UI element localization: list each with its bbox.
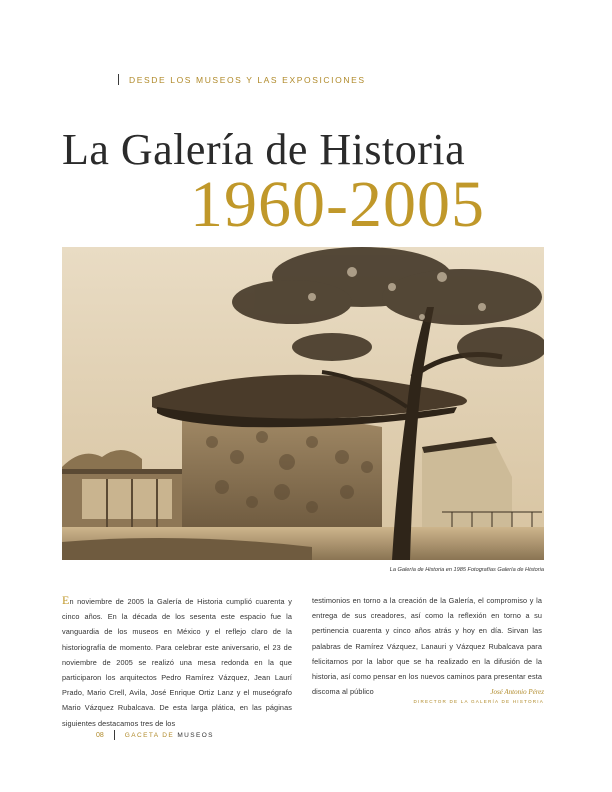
section-header [118,74,366,85]
gallery-building-image [62,247,544,560]
header-divider [118,74,119,85]
footer-brand-prefix: GACETA DE [124,731,175,739]
gallery-photo [62,247,544,560]
author-signature [414,688,545,704]
page-title: La Galería de Historia [62,125,466,174]
page-footer [96,730,214,740]
article-column-right [312,593,542,699]
footer-brand-name: MUSEOS [177,731,214,739]
title-years: 1960-2005 [190,168,485,241]
photo-caption: La Galería de Historia en 1985 Fotografías Galería de Historia [389,567,544,573]
author-name: José Antonio Pérez [490,688,544,696]
page-number: 08 [96,731,104,739]
section-label: DESDE LOS MUSEOS Y LAS EXPOSICIONES [129,74,366,85]
footer-brand [125,732,214,739]
drop-cap: E [62,593,70,607]
footer-divider [114,730,115,740]
article-text-right: testimonios en torno a la creación de la Galería, el compromiso y la entrega de sus creadores, así como la reflexión en torno a su pertinencia cuarenta y cinco años atrás y hoy en día. Sirvan las palabras de Ramírez Vázquez, Lanauri y Vázquez Rubalcava para felicitarnos por la labor que se ha realizado en la difusión de la historia, así como pensar en los nuevos caminos para presentar esta discoma al público [312,596,542,697]
article-column-left [62,593,292,731]
author-role: DIRECTOR DE LA GALERÍA DE HISTORIA [413,699,544,704]
article-text-left: n noviembre de 2005 la Galería de Historia cumplió cuarenta y cinco años. En la década de los sesenta este espacio fue la vanguardia de los museos en México y el reflejo claro de la historiografía de momento. Para celebrar este aniversario, el 23 de noviembre de 2005 se realizó una mesa redonda en la que participaron los arquitectos Pedro Ramírez Vázquez, Jean Laurí Prado, Mario Crell, Avila, José Enrique Ortiz Lanz y el museógrafo Mario Vázquez Rubalcava. De esta larga plática, en las páginas siguientes destacamos tres de los [62,597,292,728]
